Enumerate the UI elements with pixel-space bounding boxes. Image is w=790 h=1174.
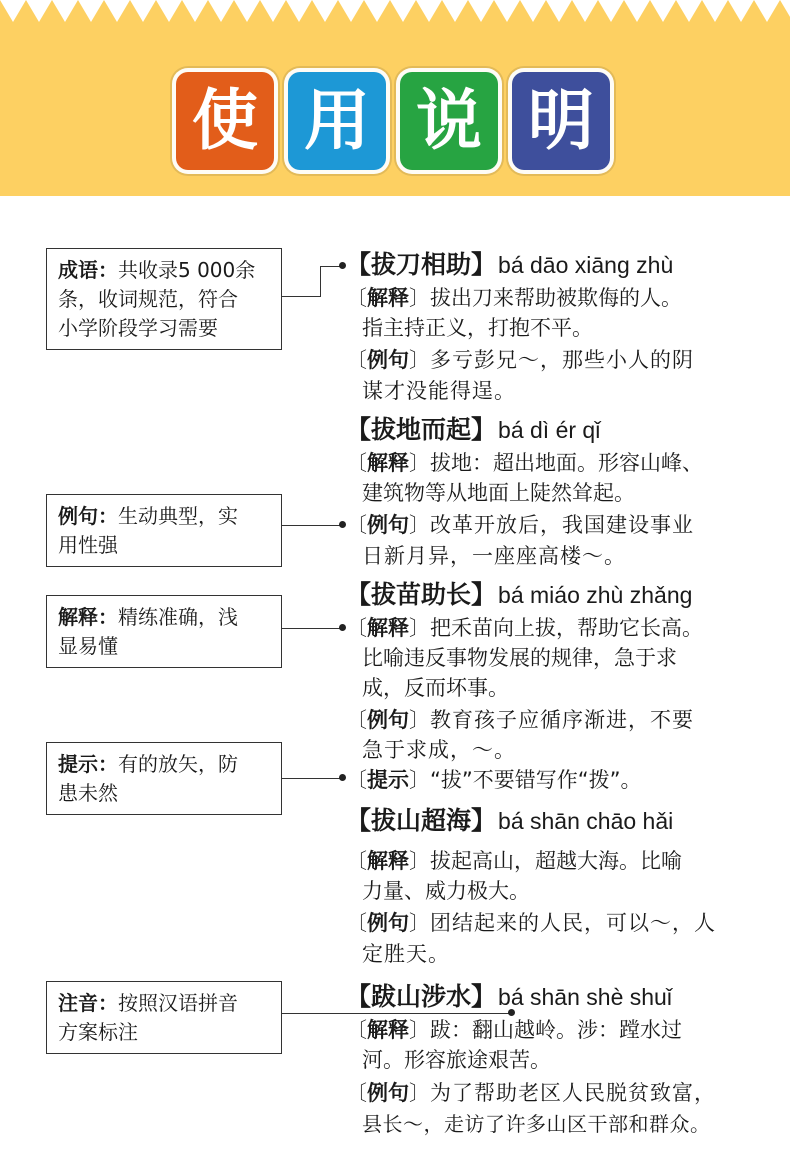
connector-dot <box>339 624 346 631</box>
callout-label: 注音： <box>58 991 118 1015</box>
bracket-close: 】 <box>471 806 497 835</box>
explain-line: 指主持正义，打抱不平。 <box>362 316 593 340</box>
callout-pinyin <box>46 981 282 1054</box>
bracket-close: 】 <box>471 415 497 444</box>
entry-headline <box>346 804 673 838</box>
bracket-close: 】 <box>471 250 497 279</box>
zigzag-border <box>0 0 790 26</box>
callout-label: 解释： <box>58 605 118 629</box>
callout-line: 条，收词规范，符合 <box>58 287 238 311</box>
title-char-1: 使 <box>176 72 274 170</box>
connector-dot <box>339 521 346 528</box>
explain-tag: 〔解释〕 <box>346 616 430 640</box>
explain-line: 〔解释〕把禾苗向上拔，帮助它长高。 <box>346 616 703 640</box>
explain-line: 〔解释〕拔出刀来帮助被欺侮的人。 <box>346 286 682 310</box>
example-line: 〔例句〕教育孩子应循序渐进，不要 <box>346 708 694 732</box>
callout-line: 患未然 <box>58 781 118 805</box>
bracket-close: 】 <box>471 580 497 609</box>
entry-word: 拔刀相助 <box>371 250 472 279</box>
explain-tag: 〔解释〕 <box>346 286 430 310</box>
callout-label: 提示： <box>58 752 118 776</box>
connector-dot <box>339 774 346 781</box>
example-line: 〔例句〕多亏彭兄～，那些小人的阴 <box>346 348 694 372</box>
callout-label: 成语： <box>58 258 118 282</box>
entry-headline <box>346 413 600 447</box>
callout-line <box>58 603 271 632</box>
explain-line: 比喻违反事物发展的规律，急于求 <box>362 646 677 670</box>
example-tag: 〔例句〕 <box>346 1081 430 1105</box>
example-tag: 〔例句〕 <box>346 513 430 537</box>
bracket-close: 】 <box>471 982 497 1011</box>
entry-pinyin: bá dì ér qǐ <box>498 417 601 443</box>
explain-line: 建筑物等从地面上陡然耸起。 <box>362 481 635 505</box>
bracket-open: 【 <box>346 250 372 279</box>
callout-line <box>58 256 271 285</box>
tip-tag: 〔提示〕 <box>346 768 430 792</box>
entry-word: 拔苗助长 <box>371 580 472 609</box>
example-line: 定胜天。 <box>362 942 450 966</box>
example-line: 急于求成，～。 <box>362 738 516 762</box>
explain-line: 〔解释〕拔起高山，超越大海。比喻 <box>346 849 682 873</box>
entry-word: 跋山涉水 <box>371 982 472 1011</box>
example-line: 谋才没能得逞。 <box>362 379 516 403</box>
callout-line: 用性强 <box>58 533 118 557</box>
bracket-open: 【 <box>346 415 372 444</box>
callout-line <box>58 750 271 779</box>
connector-line <box>282 296 320 297</box>
bracket-open: 【 <box>346 580 372 609</box>
callout-line: 小学阶段学习需要 <box>58 316 218 340</box>
callout-text: 有的放矢，防 <box>118 752 238 776</box>
title-char-2: 用 <box>288 72 386 170</box>
title-char-4: 明 <box>512 72 610 170</box>
example-line: 〔例句〕改革开放后，我国建设事业 <box>346 513 694 537</box>
example-line: 〔例句〕为了帮助老区人民脱贫致富， <box>346 1081 716 1105</box>
example-line: 县长～，走访了许多山区干部和群众。 <box>362 1112 711 1136</box>
explain-line: 〔解释〕拔地：超出地面。形容山峰、 <box>346 451 703 475</box>
connector-line <box>320 266 321 297</box>
entry-pinyin: bá dāo xiāng zhù <box>498 252 674 278</box>
title-char-3: 说 <box>400 72 498 170</box>
explain-line: 〔解释〕跋：翻山越岭。涉：蹚水过 <box>346 1018 682 1042</box>
entry-word: 拔山超海 <box>371 806 472 835</box>
explain-tag: 〔解释〕 <box>346 849 430 873</box>
connector-line <box>282 778 344 779</box>
connector-dot <box>339 262 346 269</box>
entry-headline <box>346 980 672 1014</box>
entry-word: 拔地而起 <box>371 415 472 444</box>
callout-line <box>58 502 271 531</box>
example-tag: 〔例句〕 <box>346 348 430 372</box>
example-line: 日新月异，一座座高楼～。 <box>362 544 626 568</box>
callout-idiom <box>46 248 282 350</box>
entry-pinyin: bá miáo zhù zhǎng <box>498 582 693 608</box>
entry-headline <box>346 248 673 282</box>
callout-example <box>46 494 282 567</box>
example-tag: 〔例句〕 <box>346 911 430 935</box>
entry-pinyin: bá shān chāo hǎi <box>498 808 674 834</box>
explain-line: 成，反而坏事。 <box>362 676 509 700</box>
callout-line <box>58 989 271 1018</box>
example-tag: 〔例句〕 <box>346 708 430 732</box>
callout-text: 共收录5 000余 <box>118 258 256 282</box>
tip-line: 〔提示〕“拔”不要错写作“拨”。 <box>346 768 642 792</box>
callout-text: 按照汉语拼音 <box>118 991 238 1015</box>
example-line: 〔例句〕团结起来的人民，可以～，人 <box>346 911 716 935</box>
connector-line <box>282 525 344 526</box>
callout-explain <box>46 595 282 668</box>
explain-tag: 〔解释〕 <box>346 451 430 475</box>
callout-text: 生动典型，实 <box>118 504 238 528</box>
callout-text: 精练准确，浅 <box>118 605 238 629</box>
header-banner <box>0 0 790 196</box>
explain-line: 力量、威力极大。 <box>362 879 530 903</box>
explain-tag: 〔解释〕 <box>346 1018 430 1042</box>
callout-line: 显易懂 <box>58 634 118 658</box>
explain-line: 河。形容旅途艰苦。 <box>362 1048 551 1072</box>
callout-line: 方案标注 <box>58 1020 138 1044</box>
bracket-open: 【 <box>346 982 372 1011</box>
callout-label: 例句： <box>58 504 118 528</box>
entry-headline <box>346 578 692 612</box>
entry-pinyin: bá shān shè shuǐ <box>498 984 672 1010</box>
connector-line <box>282 628 344 629</box>
callout-tip <box>46 742 282 815</box>
bracket-open: 【 <box>346 806 372 835</box>
